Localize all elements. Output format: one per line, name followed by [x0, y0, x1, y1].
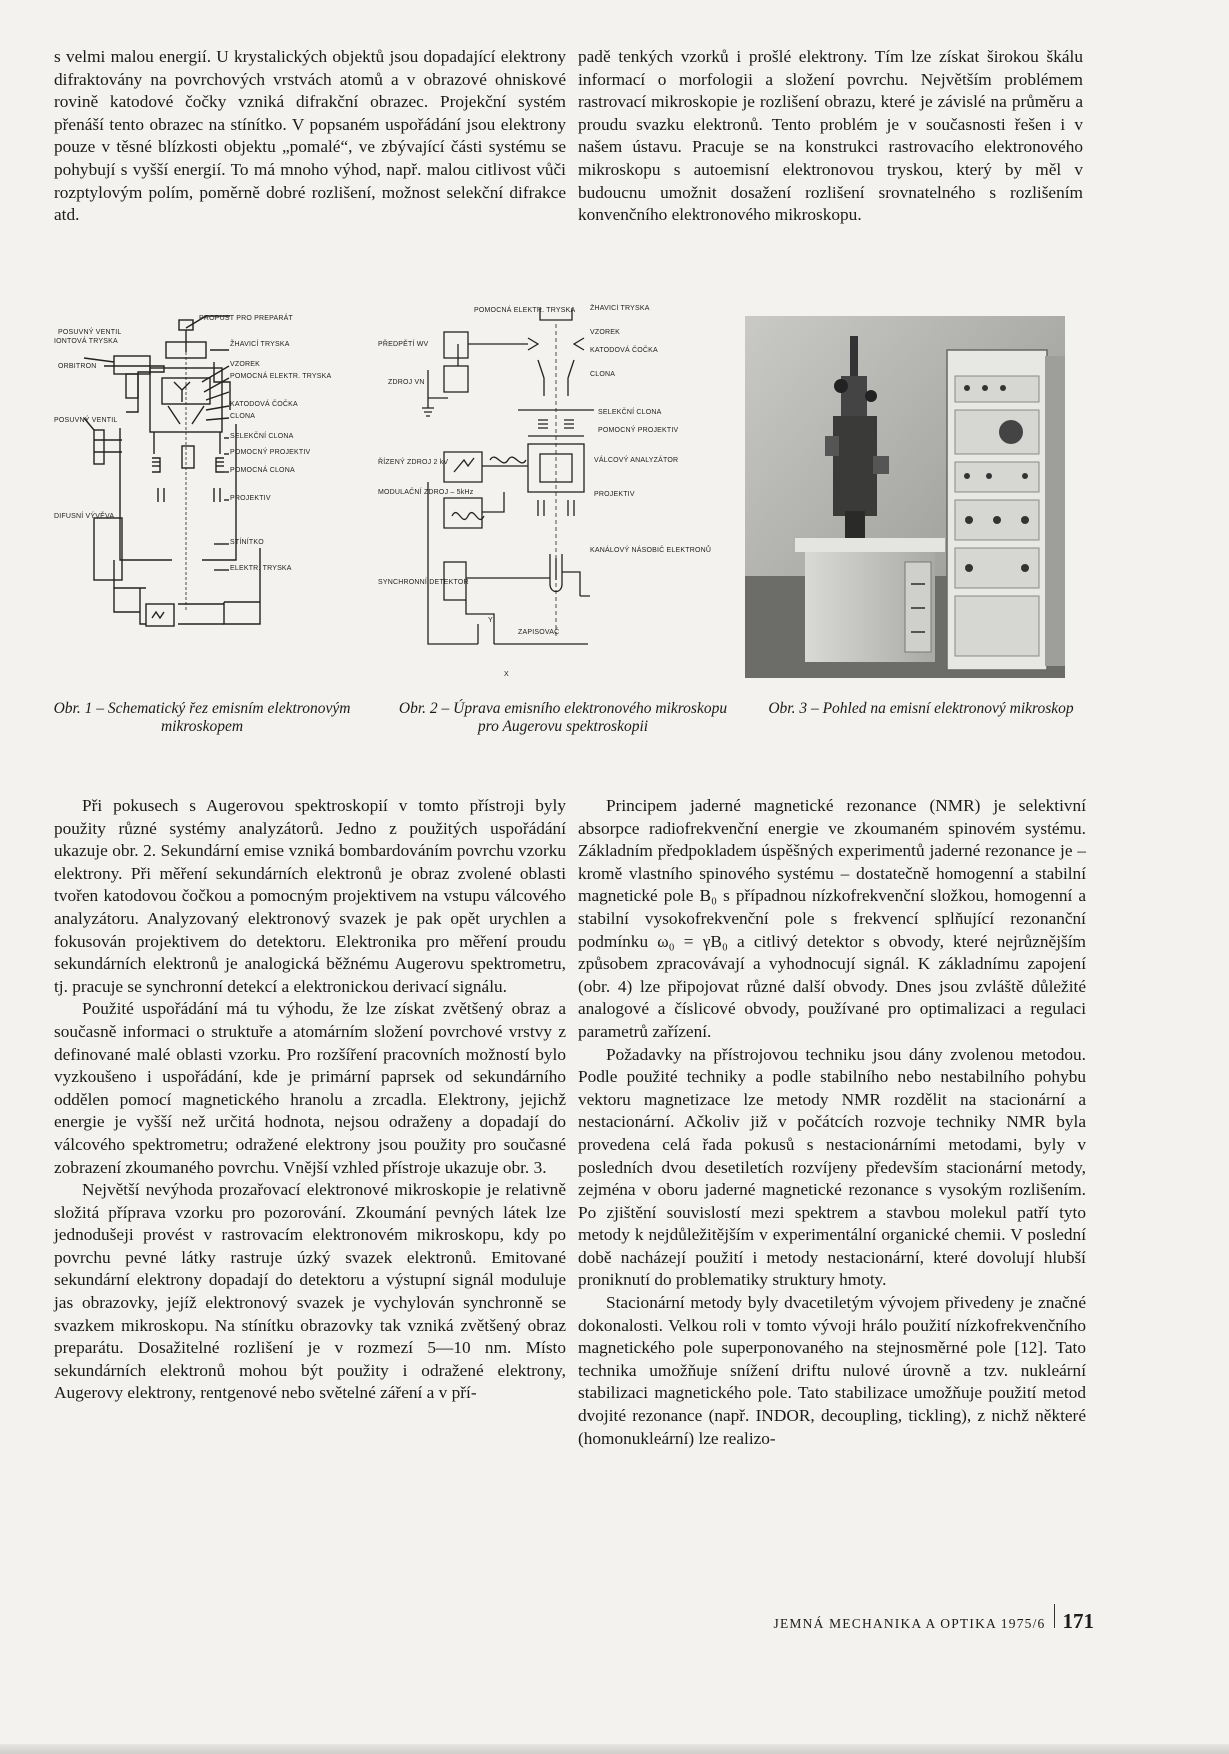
fig2-label: X	[504, 671, 509, 678]
fig1-label: ŽHAVICÍ TRYSKA	[230, 341, 290, 348]
fig2-label: PROJEKTIV	[594, 491, 635, 498]
fig2-label: ŘÍZENÝ ZDROJ 2 kV	[378, 459, 449, 466]
microscope-photo	[745, 316, 1065, 678]
fig1-label: SELEKČNÍ CLONA	[230, 433, 294, 440]
figure-2-caption: Obr. 2 – Úprava emisního elektronového mikroskopu pro Augerovu spektroskopii	[398, 700, 728, 735]
fig2-label: KATODOVÁ ČOČKA	[590, 347, 658, 354]
fig2-label: ZAPISOVAČ	[518, 629, 560, 636]
figure-1-schematic	[54, 312, 354, 652]
fig1-label: PROJEKTIV	[230, 495, 271, 502]
fig2-label: VÁLCOVÝ ANALYZÁTOR	[594, 457, 679, 464]
paragraph: s velmi malou energií. U krystalických objektů jsou dopadající elektrony difraktovány na povrchových vrstvách atomů a v obrazové ohniskové rovině katodové čočky vzniká difrakční obrazec. Projekční systém přenáší tento obrazec na stínítko. V popsaném uspořádání jsou elektrony pouze v těsné blízkosti objektu „pomalé“, ve zbývající části systému se pohybují s vyšší energií. To má mnoho výhod, např. malou citlivost vůči rozptylovým polím, poměrně dobré rozlišení, možnost selekční difrakce atd.	[54, 47, 566, 225]
page-footer	[774, 1604, 1094, 1634]
auger-spectroscopy-block-diagram	[378, 304, 728, 684]
paragraph: Největší nevýhoda prozařovací elektronové mikroskopie je relativně složitá příprava vzorku pro pozorování. Zkoumání pevných látek lze jednodušeji provést v rastrovacím elektronovém mikroskopu, kdy po povrchu pevné látky rastruje úzký svazek elektronů. Emitované sekundární elektrony dopadají do detektoru a výstupní signál moduluje jas obrazovky, jejíž elektronový svazek je vychylován synchronně se svazkem mikroskopu. Na stínítku obrazovky tak vzniká zvětšený obraz preparátu. Dosažitelné rozlišení je v rozmezí 5—10 nm. Místo sekundárních elektronů mohou být použity i odražené elektrony, Augerovy elektrony, rentgenové nebo světelné záření a v pří-	[54, 1180, 566, 1403]
fig2-label: VZOREK	[590, 329, 620, 336]
fig1-label: POMOCNÁ CLONA	[230, 467, 295, 474]
fig1-label: ORBITRON	[58, 363, 97, 370]
fig1-label: POSUVNÝ VENTIL	[54, 417, 118, 424]
paragraph: padě tenkých vzorků i prošlé elektrony. Tím lze získat širokou škálu informací o morfologii a složení povrchu. Největším problémem rastrovací mikroskopie je rozlišení obrazu, které je závislé na průměru a proudu svazku elektronů. Tento problém je v současnosti řešen i v našem ústavu. Pracuje se na konstrukci rastrovacího elektronového mikroskopu s autoemisní elektronovou tryskou, který by měl v budoucnu umožnit dosažení rozlišení srovnatelného s rozlišením konvenčního elektronového mikroskopu.	[578, 47, 1083, 225]
fig1-label: IONTOVÁ TRYSKA	[54, 338, 118, 345]
fig2-label: POMOCNÁ ELEKTR. TRYSKA	[474, 307, 576, 314]
fig1-label: STÍNÍTKO	[230, 539, 264, 546]
paragraph: Stacionární metody byly dvacetiletým vývojem přivedeny je značné dokonalosti. Velkou roli v tomto vývoji hrálo použití nízkofrekvenčního magnetického pole superponovaného na stejnosměrné pole [12]. Tato technika umožňuje snížení driftu nulové úrovně a tzv. nukleární stabilizaci magnetického pole. Tato stabilizace umožňuje použití metod dvojité rezonance (např. INDOR, decoupling, tickling), z nichž některé (homonukleární) lze realizo-	[578, 1293, 1086, 1448]
text-column-bottom-left	[54, 795, 566, 1405]
page-number: 171	[1062, 1609, 1094, 1633]
fig1-label: PROPUST PRO PREPARÁT	[199, 315, 293, 322]
fig1-label: POMOCNÝ PROJEKTIV	[230, 449, 311, 456]
fig1-label: VZOREK	[230, 361, 260, 368]
text-column-top-left	[54, 46, 566, 227]
fig1-label: POMOCNÁ ELEKTR. TRYSKA	[230, 373, 332, 380]
fig1-label: ELEKTR. TRYSKA	[230, 565, 292, 572]
fig2-label: KANÁLOVÝ NÁSOBIČ ELEKTRONŮ	[590, 547, 712, 554]
fig2-label: ŽHAVICÍ TRYSKA	[590, 305, 650, 312]
figure-3-photo	[745, 316, 1065, 678]
fig2-label: MODULAČNÍ ZDROJ – 5kHz	[378, 489, 474, 496]
fig2-label: SELEKČNÍ CLONA	[598, 409, 662, 416]
divider	[1054, 1604, 1055, 1628]
fig1-label: DIFUSNÍ VÝVĚVA	[54, 513, 115, 520]
fig2-label: POMOCNÝ PROJEKTIV	[598, 427, 679, 434]
text-column-bottom-right	[578, 795, 1086, 1450]
figure-3-caption: Obr. 3 – Pohled na emisní elektronový mikroskop	[768, 700, 1074, 717]
paragraph: Požadavky na přístrojovou techniku jsou dány zvolenou metodou. Podle použité techniky a podle stabilního nebo nestabilního pohybu vektoru magnetizace lze metody NMR rozdělit na stacionární a nestacionární. Ačkoliv již v počátcích rozvoje techniky NMR byla provedena celá řada pokusů s nestacionárními metodami, byly v posledních dvou desetiletích rozvíjeny především stacionární metody, zejména v oboru jaderné magnetické rezonance s vysokým rozlišením. Po zjištění souvislostí mezi spektrem a stavbou molekul patří tyto metody k nejdůležitějším v experimentální organické chemii. V poslední době nacházejí použití i metody nestacionární, které dovolují hlubší proniknutí do problematiky struktury hmoty.	[578, 1044, 1086, 1290]
figure-1-caption: Obr. 1 – Schematický řez emisním elektronovým mikroskopem	[53, 700, 351, 735]
fig1-label: CLONA	[230, 413, 256, 420]
fig2-label: Y	[488, 617, 493, 624]
fig2-label: SYNCHRONNÍ DETEKTOR	[378, 579, 469, 586]
fig1-label: POSUVNÝ VENTIL	[58, 329, 122, 336]
paragraph: Při pokusech s Augerovou spektroskopií v tomto přístroji byly použity různé systémy analyzátorů. Jedno z použitých uspořádání ukazuje obr. 2. Sekundární emise vzniká bombardováním povrchu vzorku elektrony. Při měření sekundárních elektronů je obraz zvolené oblasti tvořen katodovou čočkou a pomocným projektivem na vstupu válcového analyzátoru. Analyzovaný elektronový svazek je pak opět urychlen a fokusován projektivem do detektoru. Elektronika pro měření proudu sekundárních elektronů je analogická běžnému Augerovu spektrometru, tj. pracuje se synchronní detekcí a elektronickou derivací signálu.	[54, 796, 566, 996]
fig2-label: ZDROJ VN	[388, 379, 425, 386]
scan-edge	[0, 1744, 1229, 1754]
paragraph: Použité uspořádání má tu výhodu, že lze získat zvětšený obraz a současně informaci o struktuře a atomárním složení povrchové vrstvy z definované malé oblasti vzorku. Pro rozšíření pracovních možností bylo vyzkoušeno i uspořádání, kde je primární paprsek od sekundárního oddělen pomocí magnetického hranolu a zrcadla. Elektrony, jejichž energie je vyšší než určitá hodnota, nejsou odraženy a dopadají do válcového spektrometru; odražené elektrony jsou použity pro současné zobrazení zkoumaného povrchu. Vnější vzhled přístroje ukazuje obr. 3.	[54, 999, 566, 1177]
fig2-label: PŘEDPĚTÍ WV	[378, 341, 429, 348]
text-column-top-right	[578, 46, 1083, 227]
fig2-label: CLONA	[590, 371, 616, 378]
journal-name: JEMNÁ MECHANIKA A OPTIKA 1975/6	[773, 1616, 1046, 1631]
paragraph: Principem jaderné magnetické rezonance (NMR) je selektivní absorpce radiofrekvenční energie ve zkoumaném spinovém systému. Základním předpokladem úspěšných experimentů jaderné rezonance je – kromě vlastního spinového systému – dostatečně homogenní a stabilní magnetické pole B₀ s případnou nízkofrekvenční složkou, homogenní a stabilní vysokofrekvenční pole s frekvencí splňující rezonanční podmínku ω₀ = γB₀ a citlivý detektor s obvody, které nejrůznějším způsobem zpracovávají a vyhodnocují signál. K základnímu zapojení (obr. 4) lze připojovat různé další obvody. Dnes jsou zvláště důležité analogové a číslicové obvody, používané pro optimalizaci a regulaci parametrů zařízení.	[578, 796, 1086, 1041]
figure-2-schematic	[378, 304, 728, 684]
emission-microscope-section-diagram	[54, 312, 354, 652]
fig1-label: KATODOVÁ ČOČKA	[230, 401, 298, 408]
